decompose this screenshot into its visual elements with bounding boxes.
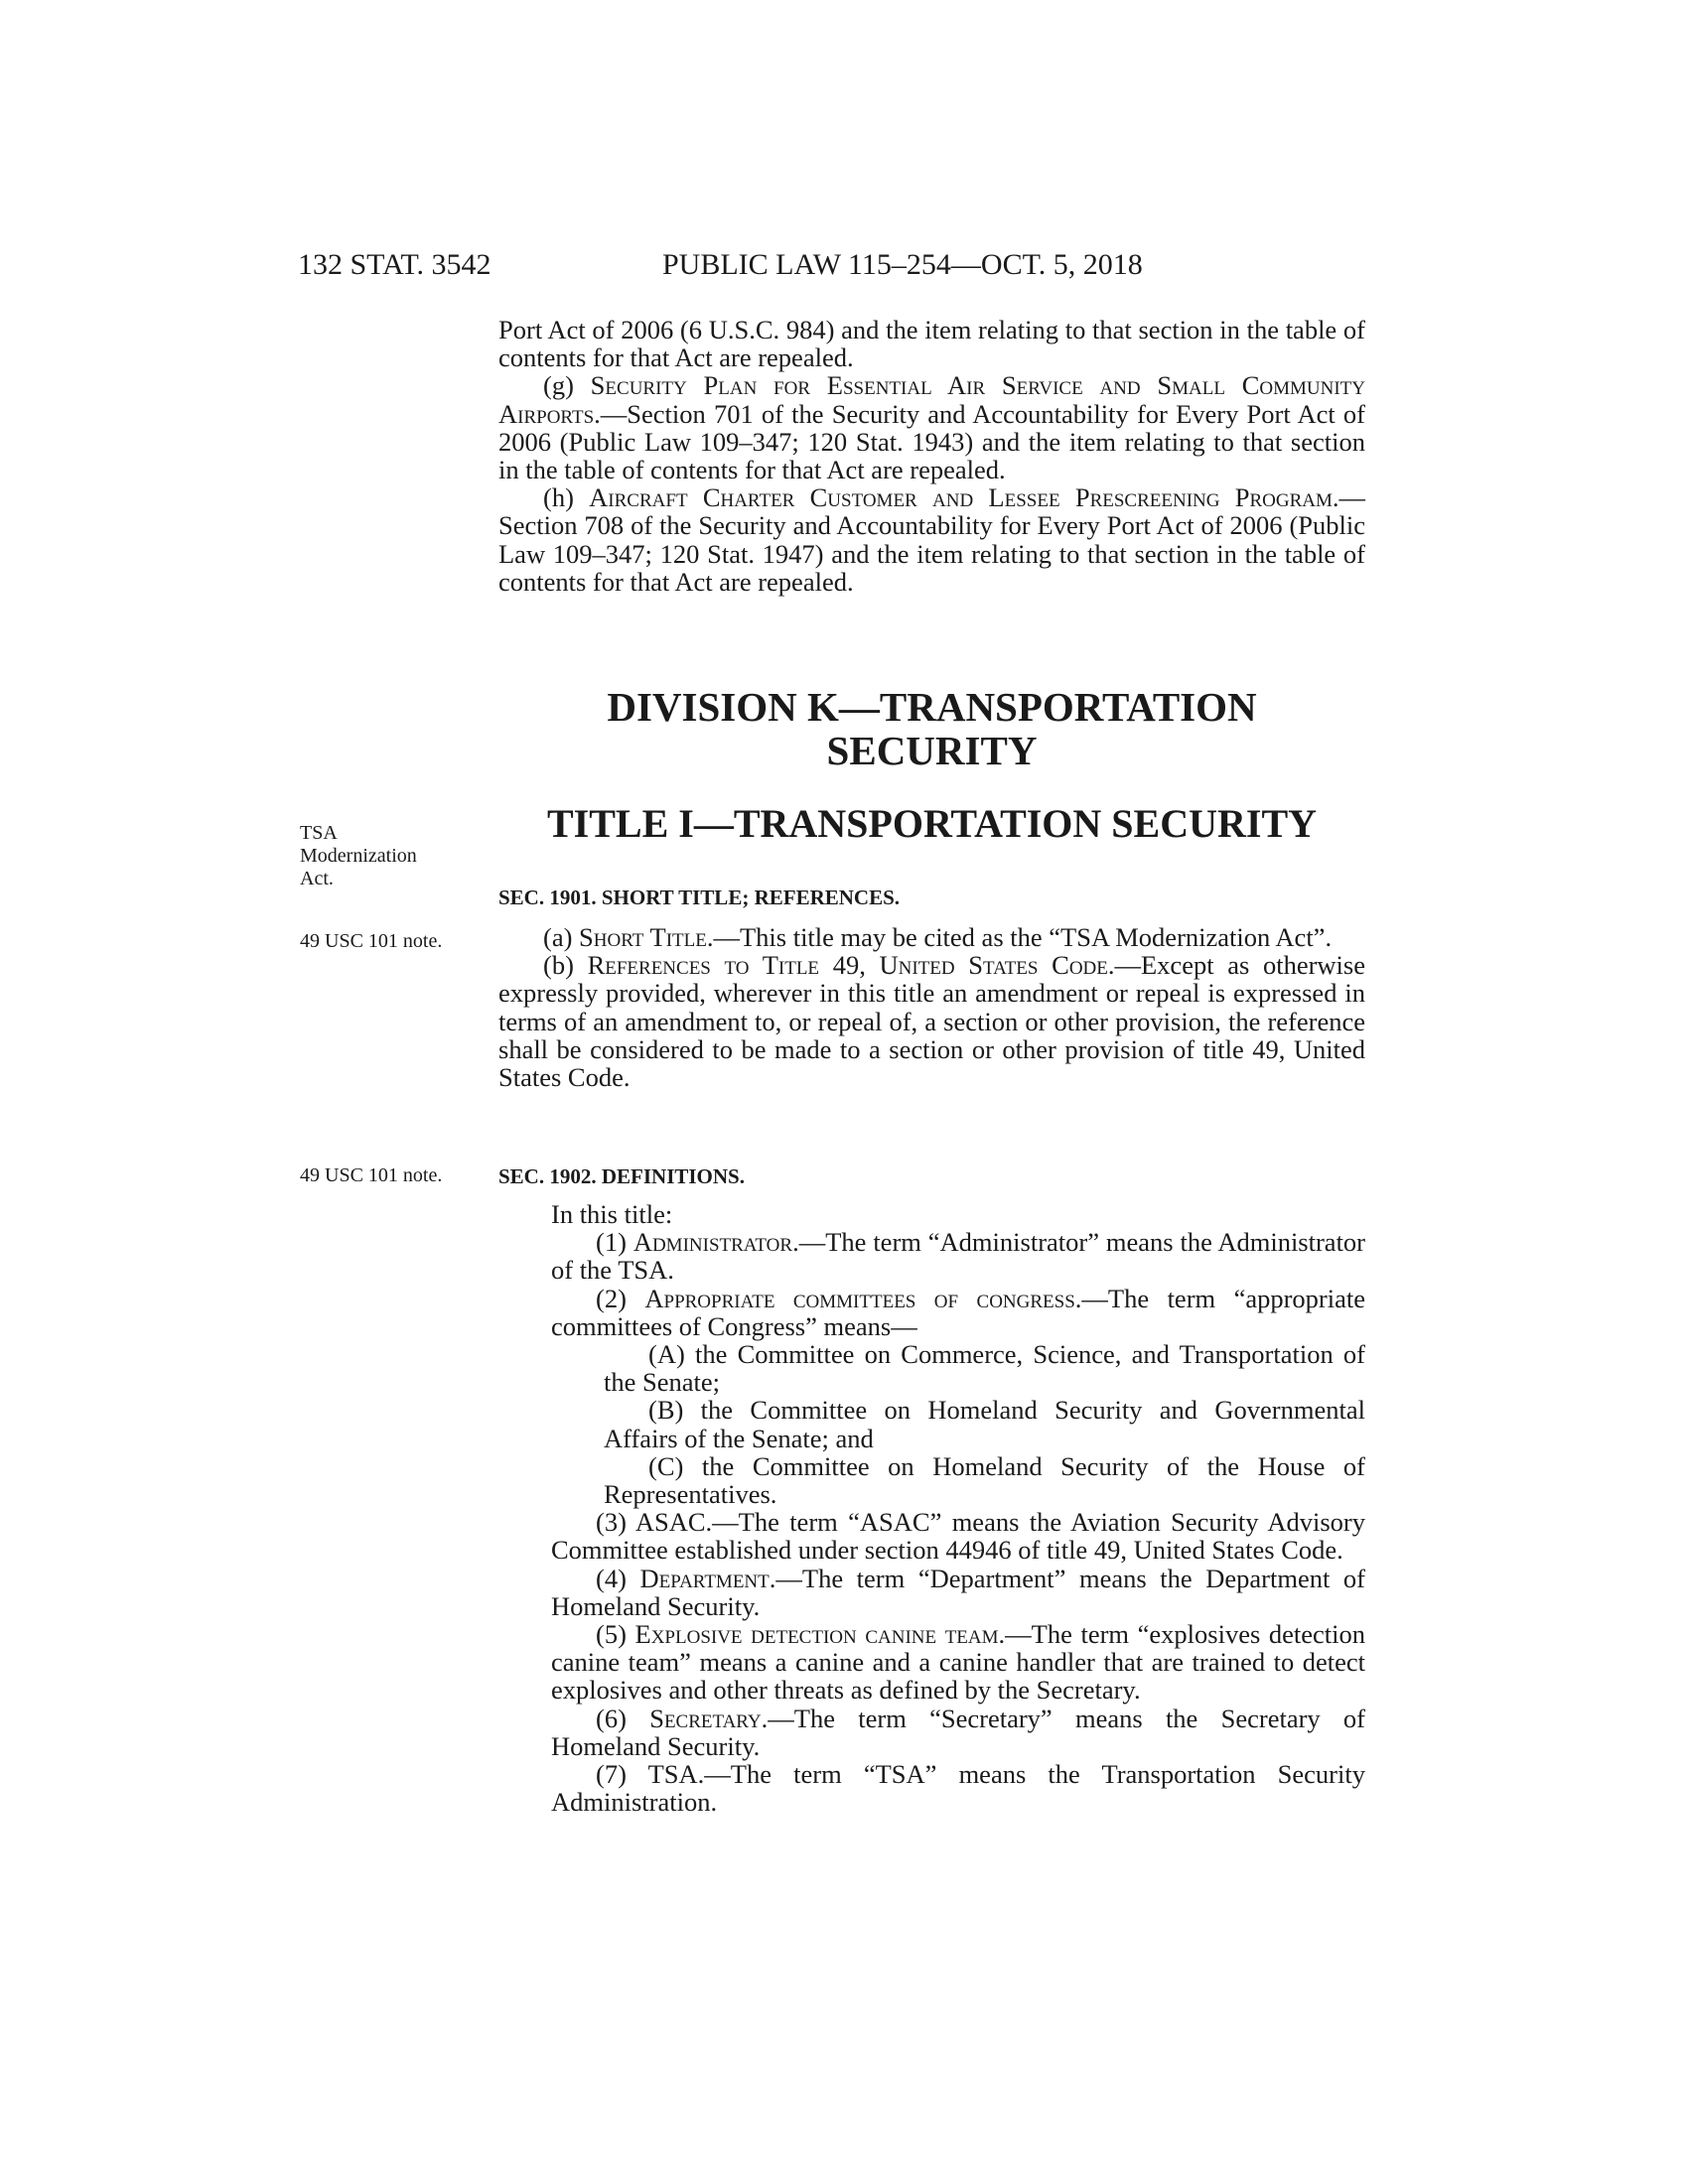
subsection-a-heading: Short Title. [579,922,714,952]
public-law-citation: PUBLIC LAW 115–254—OCT. 5, 2018 [662,248,1143,281]
subsection-h-number: (h) [543,482,574,513]
definition-5 [498,1620,1365,1705]
definition-2-item-c: (C) the Committee on Homeland Security of the House of Representatives. [604,1450,1365,1510]
top-section-text [498,316,1365,596]
definition-7-number: (7) [596,1759,627,1790]
definition-7-heading: TSA. [647,1759,705,1790]
definition-4-number: (4) [596,1563,627,1593]
definition-7-text: —The term “TSA” means the Transportation Security Administration. [551,1759,1365,1818]
margin-note-usc-2: 49 USC 101 note. [300,1164,443,1186]
subsection-h [498,483,1365,596]
subsection-h-heading: Aircraft Charter Customer and Lessee Prescreening Program. [589,482,1339,513]
section-1902-body [498,1200,1365,1816]
definitions-intro: In this title: [551,1199,673,1229]
division-heading-line-1: DIVISION K—TRANSPORTATION [607,684,1257,730]
section-1901-heading: SEC. 1901. SHORT TITLE; REFERENCES. [498,886,901,909]
definition-5-heading: Explosive detection canine team. [634,1619,1006,1650]
margin-note-line: Modernization [300,845,417,867]
title-heading: TITLE I—TRANSPORTATION SECURITY [546,801,1318,846]
subsection-g [498,371,1365,483]
definition-2-heading: Appropriate committees of congress. [644,1283,1082,1313]
stat-page-number: 132 STAT. 3542 [298,248,492,281]
subsection-h-text: —Section 708 of the Security and Accountability for Every Port Act of 2006 (Public Law 109–347; 120 Stat. 1947) and the item relating to that section in the table of contents for that Act are repealed. [498,482,1365,597]
definition-1-text: —The term “Administrator” means the Administrator of the TSA. [551,1227,1366,1286]
subsection-a [498,923,1365,951]
margin-note-tsa-act [300,822,417,890]
definition-3-heading: ASAC. [634,1507,713,1538]
definition-3 [498,1508,1365,1564]
subsection-g-heading: Security Plan for Essential Air Service and Small Community Airports. [498,370,1365,429]
definition-6-heading: Secretary. [649,1703,769,1733]
margin-note-line: Act. [300,868,334,889]
definition-5-text: —The term “explosives detection canine team” means a canine and a canine handler that are trained to detect explosives and other threats as defined by the Secretary. [551,1619,1366,1706]
definition-4-text: —The term “Department” means the Department of Homeland Security. [551,1563,1366,1621]
continuation-paragraph: Port Act of 2006 (6 U.S.C. 984) and the item relating to that section in the table of contents for that Act are repealed. [498,315,1365,373]
definition-4-heading: Department. [639,1563,776,1593]
definition-6-number: (6) [596,1703,627,1733]
subsection-a-text: —This title may be cited as the “TSA Modernization Act”. [713,922,1333,952]
running-header [298,248,1365,282]
definition-1 [498,1228,1365,1284]
section-1902-heading: SEC. 1902. DEFINITIONS. [498,1164,745,1188]
subsection-a-number: (a) [543,922,573,952]
definition-3-text: —The term “ASAC” means the Aviation Security Advisory Committee established under section 44946 of title 49, United States Code. [551,1507,1365,1566]
subsection-b-heading: References to Title 49, United States Code. [587,950,1115,981]
definition-5-number: (5) [596,1619,627,1650]
definition-6 [498,1705,1365,1760]
definition-1-number: (1) [596,1227,627,1258]
subsection-g-text: —Section 701 of the Security and Accountability for Every Port Act of 2006 (Public Law 109–347; 120 Stat. 1943) and the item relating to that section in the table of contents for that Act are repealed. [498,398,1365,485]
definition-4 [498,1565,1365,1620]
definition-6-text: —The term “Secretary” means the Secretary of Homeland Security. [551,1703,1366,1761]
definition-1-heading: Administrator. [633,1227,799,1258]
definition-7 [498,1760,1365,1816]
definition-2 [498,1285,1365,1340]
definition-2-text: —The term “appropriate committees of Congress” means— [551,1283,1365,1341]
division-heading [498,685,1365,772]
division-heading-line-2: SECURITY [826,728,1038,773]
subsection-b [498,951,1365,1091]
definition-2-number: (2) [596,1283,627,1313]
definition-3-number: (3) [596,1507,627,1538]
definition-2-item-a: (A) the Committee on Commerce, Science, and Transportation of the Senate; [604,1339,1365,1398]
section-1901-body [498,923,1365,1091]
definition-2-item-b: (B) the Committee on Homeland Security and Governmental Affairs of the Senate; and [604,1395,1365,1453]
margin-note-line: TSA [300,822,338,844]
margin-note-usc-1: 49 USC 101 note. [300,930,443,952]
subsection-b-text: —Except as otherwise expressly provided, wherever in this title an amendment or repeal is expressed in terms of an amendment to, or repeal of, a section or other provision, the reference shall be considered to be made to a section or other provision of title 49, United States Code. [498,950,1365,1093]
subsection-g-number: (g) [543,370,574,401]
subsection-b-number: (b) [543,950,574,981]
